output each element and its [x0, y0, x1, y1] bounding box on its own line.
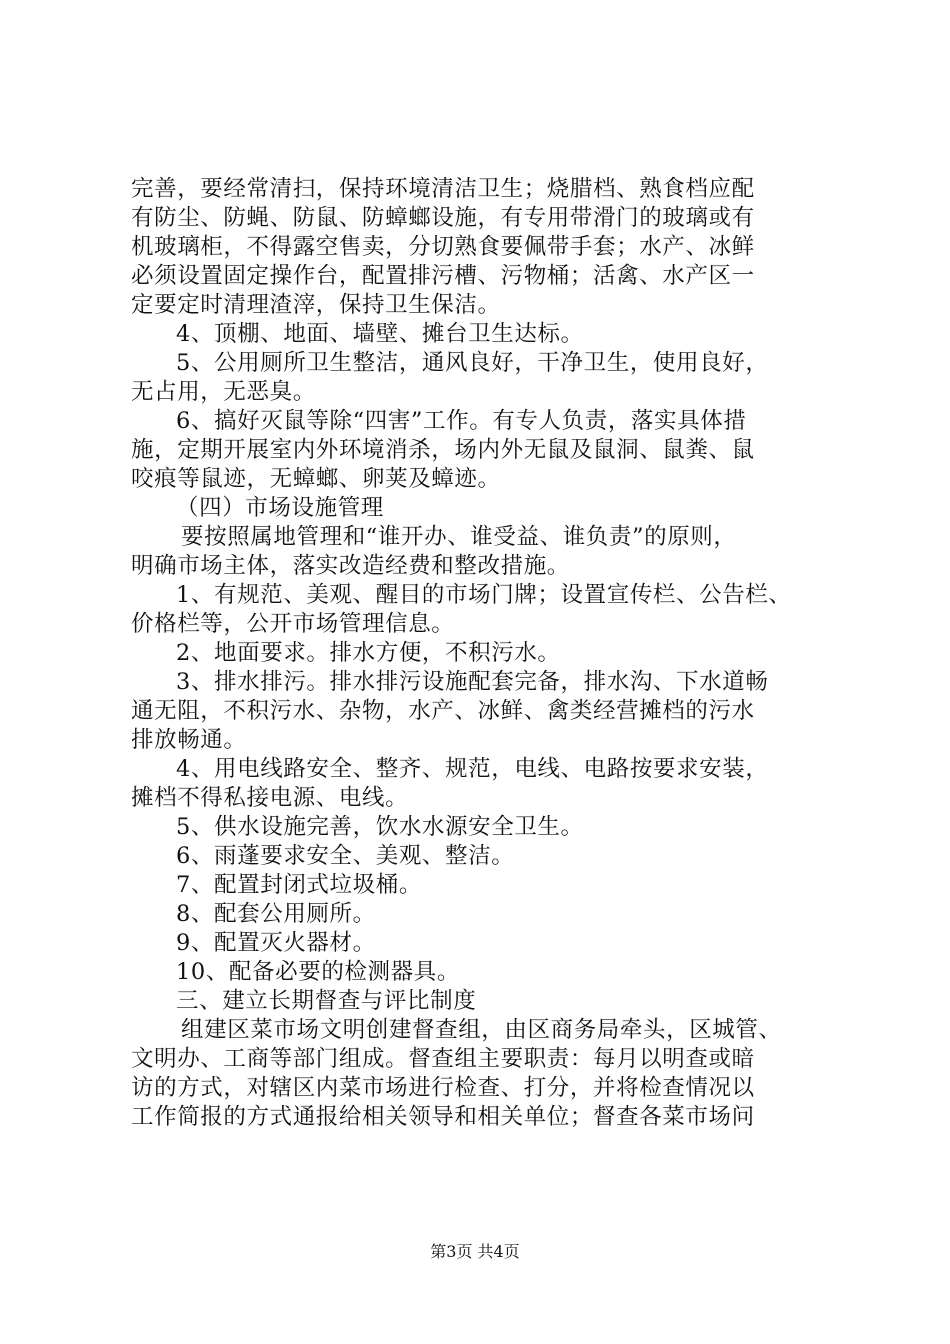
text-line: 价格栏等，公开市场管理信息。 — [131, 611, 455, 637]
section-heading: （四）市场设施管理 — [176, 495, 384, 521]
text-line: 8、配套公用厕所。 — [176, 901, 376, 927]
text-line: 7、配置封闭式垃圾桶。 — [176, 872, 422, 898]
text-line: 有防尘、防蝇、防鼠、防蟑螂设施，有专用带滑门的玻璃或有 — [131, 205, 755, 231]
text-line: 无占用，无恶臭。 — [131, 379, 316, 405]
page-number-footer: 第3页 共4页 — [430, 1242, 520, 1261]
text-line: 4、用电线路安全、整齐、规范，电线、电路按要求安装， — [176, 756, 769, 782]
text-line: 6、雨蓬要求安全、美观、整洁。 — [176, 843, 515, 869]
text-line: 必须设置固定操作台，配置排污槽、污物桶；活禽、水产区一 — [131, 263, 755, 289]
text-line: 4、顶棚、地面、墙壁、摊台卫生达标。 — [176, 321, 584, 347]
text-line: 3、排水排污。排水排污设施配套完备，排水沟、下水道畅 — [176, 669, 769, 695]
text-line: 访的方式，对辖区内菜市场进行检查、打分，并将检查情况以 — [131, 1075, 755, 1101]
text-line: 9、配置灭火器材。 — [176, 930, 376, 956]
text-line: 施，定期开展室内外环境消杀，场内外无鼠及鼠洞、鼠粪、鼠 — [131, 437, 755, 463]
text-line: 1、有规范、美观、醒目的市场门牌；设置宣传栏、公告栏、 — [176, 582, 792, 608]
text-line: 定要定时清理渣滓，保持卫生保洁。 — [131, 292, 501, 318]
text-line: 工作简报的方式通报给相关领导和相关单位；督查各菜市场问 — [131, 1104, 755, 1130]
text-line: 明确市场主体，落实改造经费和整改措施。 — [131, 553, 570, 579]
text-line: 机玻璃柜，不得露空售卖，分切熟食要佩带手套；水产、冰鲜 — [131, 234, 755, 260]
text-line: 5、公用厕所卫生整洁，通风良好，干净卫生，使用良好， — [176, 350, 769, 376]
section-heading: 三、建立长期督查与评比制度 — [176, 988, 477, 1014]
text-line: 完善，要经常清扫，保持环境清洁卫生；烧腊档、熟食档应配 — [131, 176, 755, 202]
text-line: 要按照属地管理和“谁开办、谁受益、谁负责”的原则， — [181, 524, 737, 550]
text-line: 5、供水设施完善，饮水水源安全卫生。 — [176, 814, 584, 840]
text-line: 6、搞好灭鼠等除“四害”工作。有专人负责，落实具体措 — [176, 408, 747, 434]
text-line: 文明办、工商等部门组成。督查组主要职责：每月以明查或暗 — [131, 1046, 755, 1072]
text-line: 通无阻，不积污水、杂物，水产、冰鲜、禽类经营摊档的污水 — [131, 698, 755, 724]
text-line: 组建区菜市场文明创建督查组，由区商务局牵头，区城管、 — [181, 1017, 782, 1043]
text-line: 2、地面要求。排水方便，不积污水。 — [176, 640, 561, 666]
text-line: 10、配备必要的检测器具。 — [176, 959, 460, 985]
text-line: 咬痕等鼠迹，无蟑螂、卵荚及蟑迹。 — [131, 466, 501, 492]
document-body — [131, 175, 831, 1132]
text-line: 排放畅通。 — [131, 727, 247, 753]
text-line: 摊档不得私接电源、电线。 — [131, 785, 409, 811]
